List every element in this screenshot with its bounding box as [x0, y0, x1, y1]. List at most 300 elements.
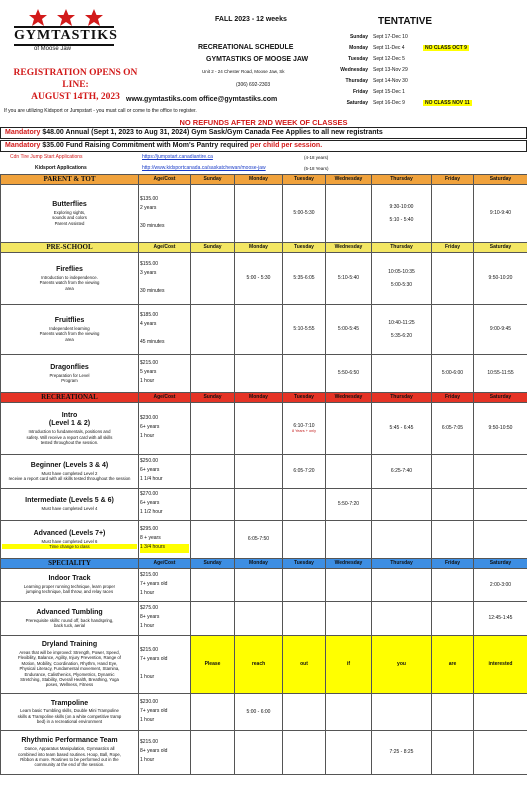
age-cost-line: 4 years — [140, 320, 157, 327]
age-cost-line: 1 hour — [140, 716, 155, 723]
col-day: Wednesday — [326, 175, 372, 185]
class-title: Dragonflies — [50, 363, 89, 371]
age-cost-line: 1 hour — [140, 673, 155, 680]
age-cost-line: $215.00 — [140, 571, 159, 578]
time-cell-sun — [191, 253, 235, 305]
time-cell-sun — [191, 185, 235, 243]
time-cell-sun — [191, 521, 235, 559]
class-desc: Must have completed Level 6 — [41, 538, 98, 544]
class-desc: bed) in a recreational environment — [36, 719, 103, 725]
class-time: 5:50-7:20 — [337, 501, 360, 508]
class-name-cell — [1, 355, 139, 393]
time-cell-tue — [283, 185, 326, 243]
age-cost-line: $230.00 — [140, 415, 159, 421]
class-title: Intermediate (Levels 5 & 6) — [25, 497, 114, 505]
class-name-cell — [1, 305, 139, 355]
class-time: 6:10-7:10 — [293, 423, 315, 429]
col-day: Saturday — [474, 393, 527, 403]
class-row-beginner — [1, 455, 527, 489]
session-day-name: Sunday — [349, 33, 368, 40]
class-desc: Independent learning — [49, 325, 90, 331]
class-name-cell — [1, 636, 139, 694]
time-cell-thu — [372, 455, 432, 489]
col-day: Tuesday — [283, 393, 326, 403]
class-time: 5:00-6:00 — [441, 370, 464, 377]
time-cell-tue — [283, 521, 326, 559]
section-header-preschool — [1, 243, 527, 253]
age-cost-line: 1 1/2 hour — [140, 509, 163, 515]
class-title: Fireflies — [56, 266, 83, 274]
col-day: Wednesday — [326, 559, 372, 569]
session-days — [327, 31, 525, 108]
jumpstart-label: Cdn Tire Jump Start Applications — [10, 154, 83, 160]
time-cell-tue — [283, 694, 326, 731]
age-cost-line: $185.00 — [140, 311, 159, 318]
class-time: 10:55-11:55 — [487, 370, 514, 377]
age-cost-line: 1 hour — [140, 378, 155, 384]
col-day: Sunday — [191, 393, 235, 403]
age-cost-line: 5 years — [140, 369, 157, 375]
time-cell-mon — [235, 455, 283, 489]
age-cost-line — [140, 214, 189, 223]
col-day: Tuesday — [283, 175, 326, 185]
class-desc: combined into team based routines. Hoop, Ball, Rope, — [18, 751, 121, 757]
age-cost-line: $215.00 — [140, 739, 159, 745]
time-cell-fri — [432, 731, 474, 775]
class-row-intro — [1, 403, 527, 455]
time-cell-sun — [191, 602, 235, 636]
session-day-name: Wednesday — [340, 66, 368, 73]
class-time: 6:05-7:50 — [247, 536, 270, 543]
class-title: Advanced Tumbling — [36, 608, 103, 616]
mandatory-label-2: Mandatory — [5, 142, 41, 149]
time-cell-sun — [191, 403, 235, 455]
session-day-name: Tuesday — [348, 55, 368, 62]
age-cost-cell — [139, 569, 191, 602]
class-row-dragonflies — [1, 355, 527, 393]
time-cell-wed — [326, 305, 372, 355]
age-cost-line: $135.00 — [140, 195, 159, 202]
time-cell-fri — [432, 185, 474, 243]
age-cost-line: $295.00 — [140, 526, 159, 532]
time-cell-sat — [474, 489, 527, 521]
interest-cell: out — [283, 636, 326, 694]
class-time: 6:05-7:05 — [441, 425, 464, 432]
age-cost-cell — [139, 355, 191, 393]
session-day-dates: Sept 14-Nov 30 — [373, 77, 408, 84]
time-cell-wed — [326, 489, 372, 521]
age-cost-line — [140, 330, 189, 339]
session-day-dates: Sept 17-Dec 10 — [373, 33, 408, 40]
time-cell-sat — [474, 185, 527, 243]
class-desc: Must have completed Level 2 — [41, 470, 98, 476]
time-cell-fri — [432, 253, 474, 305]
age-cost-cell — [139, 602, 191, 636]
col-day: Monday — [235, 175, 283, 185]
session-label: FALL 2023 - 12 weeks — [215, 16, 287, 23]
time-cell-sun — [191, 731, 235, 775]
class-desc: Parents watch from the viewing — [39, 331, 100, 337]
class-time: 2:00-3:00 — [489, 581, 512, 588]
age-cost-cell — [139, 253, 191, 305]
time-cell-wed — [326, 602, 372, 636]
time-cell-wed — [326, 403, 372, 455]
time-cell-thu — [372, 305, 432, 355]
class-title: Rhythmic Performance Team — [21, 737, 118, 745]
section-header-recreational — [1, 393, 527, 403]
section-header-parent_tot — [1, 175, 527, 185]
class-time: 7:25 - 8:25 — [389, 749, 414, 756]
time-cell-sat — [474, 455, 527, 489]
gym-phone: (306) 692-2303 — [236, 82, 271, 88]
class-desc: Parents watch from the viewing — [39, 280, 100, 286]
no-class-note: NO CLASS NOV 11 — [425, 99, 470, 106]
class-time: 5:50-6:50 — [337, 370, 360, 377]
website-email[interactable]: www.gymtastiks.com office@gymtastiks.com — [126, 96, 278, 103]
class-time: 5:45 - 6:45 — [389, 425, 414, 432]
age-cost-line: 1 hour — [140, 623, 155, 629]
kidsport-link[interactable]: http://www.kidsportcanada.ca/saskatchewan/moose-jaw — [142, 165, 266, 171]
time-cell-thu — [372, 694, 432, 731]
col-day: Monday — [235, 243, 283, 253]
kidsport-label: Kidsport Applications — [35, 165, 87, 171]
time-cell-mon — [235, 185, 283, 243]
interest-cell: Please — [191, 636, 235, 694]
age-cost-line: $250.00 — [140, 458, 159, 464]
class-name-cell — [1, 602, 139, 636]
class-name-cell — [1, 253, 139, 305]
interest-cell: if — [326, 636, 372, 694]
session-day-dates: Sept 13-Nov 29 — [373, 66, 408, 73]
age-cost-cell — [139, 455, 191, 489]
class-desc: Must have completed Level 4 — [41, 506, 98, 512]
time-cell-wed — [326, 185, 372, 243]
session-day-row — [327, 64, 525, 75]
class-row-dryland — [1, 636, 527, 694]
class-time: 6:05-7:20 — [293, 468, 315, 475]
time-cell-sun — [191, 694, 235, 731]
time-cell-fri — [432, 569, 474, 602]
col-agecost: Age/Cost — [139, 175, 191, 185]
time-cell-tue — [283, 403, 326, 455]
interest-cell: interested — [474, 636, 527, 694]
session-day-dates: Sept 16-Dec 9 — [373, 99, 405, 106]
session-day-dates: Sept 11-Dec 4 — [373, 44, 405, 51]
class-desc: Flexibility, Balance, Agility, Injury Prevention, Range of — [17, 655, 121, 661]
class-time: 9:50-10:50 — [488, 425, 513, 432]
time-cell-tue — [283, 569, 326, 602]
class-name-cell — [1, 185, 139, 243]
jumpstart-ages: (4-18 years) — [304, 155, 329, 160]
kidsport-ages: (5-18 Years) — [304, 166, 329, 171]
time-cell-sun — [191, 355, 235, 393]
session-day-row — [327, 53, 525, 64]
class-title: Beginner (Levels 3 & 4) — [30, 461, 109, 469]
time-cell-mon — [235, 253, 283, 305]
age-cost-line — [140, 279, 189, 288]
age-cost-cell — [139, 636, 191, 694]
interest-cell: reach — [235, 636, 283, 694]
section-header-speciality — [1, 559, 527, 569]
class-row-adv_tumbling — [1, 602, 527, 636]
col-day: Thursday — [372, 559, 432, 569]
age-cost-line: 30 minutes — [140, 222, 165, 229]
logo-name: GYMTASTIKS — [14, 26, 114, 46]
time-cell-tue — [283, 305, 326, 355]
time-cell-fri — [432, 305, 474, 355]
class-desc: Motion, Mobility, Coordination, Rhythm, Hand Eye, — [21, 660, 118, 666]
class-desc: Parent Assisted — [54, 220, 85, 226]
time-cell-sun — [191, 569, 235, 602]
age-cost-line: 8+ years — [140, 614, 160, 620]
class-desc: receive a report card with all skills tested throughout the session — [8, 475, 131, 481]
kidsport-note: If you are utilizing Kidsport or Jumpstart - you must call or come to the office to register. — [4, 108, 197, 114]
session-day-name: Monday — [349, 44, 368, 51]
time-cell-tue — [283, 455, 326, 489]
col-day: Tuesday — [283, 559, 326, 569]
age-cost-cell — [139, 521, 191, 559]
class-row-fireflies — [1, 253, 527, 305]
mandatory-fee-text: $48.00 Annual (Sept 1, 2023 to Aug 31, 2024) Gym Sask/Gym Canada Fee Applies to all new registrants — [40, 129, 383, 136]
time-cell-sat — [474, 694, 527, 731]
time-cell-wed — [326, 455, 372, 489]
session-day-dates: Sept 15-Dec 1 — [373, 88, 405, 95]
session-day-row — [327, 31, 525, 42]
class-desc: Dance, Apparatus Manipulation, Gymnastics all — [24, 746, 115, 752]
jumpstart-link[interactable]: https://jumpstart.canadiantire.ca — [142, 154, 213, 160]
age-cost-line: 45 minutes — [140, 338, 165, 345]
col-day: Friday — [432, 243, 474, 253]
class-row-advanced — [1, 521, 527, 559]
class-time: 9:10-9:40 — [489, 210, 512, 217]
class-desc: Exploring sights, — [53, 209, 86, 215]
schedule-table — [0, 174, 527, 775]
col-day: Wednesday — [326, 243, 372, 253]
col-agecost: Age/Cost — [139, 393, 191, 403]
time-cell-mon — [235, 521, 283, 559]
time-cell-thu — [372, 489, 432, 521]
time-cell-sat — [474, 355, 527, 393]
time-cell-thu — [372, 602, 432, 636]
time-cell-sat — [474, 569, 527, 602]
schedule-title: RECREATIONAL SCHEDULE — [198, 44, 294, 51]
class-time-2: 5:10 - 5:40 — [389, 216, 414, 223]
class-title-levels: (Level 1 & 2) — [48, 420, 91, 428]
age-cost-line: 7+ years old — [140, 707, 168, 714]
age-cost-line: 6+ years — [140, 467, 160, 473]
session-day-name: Friday — [352, 88, 368, 95]
session-day-name: Thursday — [345, 77, 368, 84]
class-title: Indoor Track — [48, 575, 91, 583]
time-cell-tue — [283, 602, 326, 636]
fundraising-notice — [0, 140, 527, 152]
class-time: 5:00-5:30 — [293, 210, 315, 217]
class-desc: back tuck, aerial — [53, 622, 86, 628]
class-desc: poses, Wellness, Fitness — [45, 682, 94, 688]
age-cost-line: $215.00 — [140, 360, 159, 366]
class-title: Trampoline — [50, 699, 89, 707]
class-desc: skills & Trampoline skills (on a white competitive tramp — [17, 713, 122, 719]
class-name-cell — [1, 489, 139, 521]
class-row-fruitflies — [1, 305, 527, 355]
tentative-label: TENTATIVE — [378, 16, 433, 27]
age-cost-cell — [139, 305, 191, 355]
gymtastiks-logo — [8, 8, 123, 63]
time-cell-mon — [235, 731, 283, 775]
age-cost-line: 1 hour — [140, 589, 155, 596]
time-cell-thu — [372, 521, 432, 559]
time-cell-tue — [283, 489, 326, 521]
age-cost-line: 30 minutes — [140, 287, 165, 294]
class-time: 5:00 - 6:00 — [246, 708, 271, 715]
class-desc: safety. Will receive a report card with all skills — [26, 434, 113, 440]
session-day-row — [327, 97, 525, 108]
class-name-cell — [1, 731, 139, 775]
class-desc: tested throughout the session. — [40, 439, 99, 445]
class-time-note: 8 Years + only — [292, 429, 316, 434]
section-title: RECREATIONAL — [1, 393, 139, 403]
class-name-cell — [1, 521, 139, 559]
col-day: Sunday — [191, 559, 235, 569]
registration-line1: REGISTRATION OPENS ON LINE: — [13, 68, 138, 90]
class-desc: sounds and colors — [52, 215, 87, 221]
time-cell-sat — [474, 305, 527, 355]
class-desc: Program — [61, 377, 78, 383]
col-day: Monday — [235, 559, 283, 569]
no-class-note: NO CLASS OCT 9 — [425, 44, 467, 51]
class-name-cell — [1, 569, 139, 602]
time-cell-tue — [283, 253, 326, 305]
class-row-butterflies — [1, 185, 527, 243]
interest-cell: are — [432, 636, 474, 694]
time-cell-thu — [372, 185, 432, 243]
class-desc: jumping technique, ball throw, and relay races — [25, 589, 114, 595]
col-day: Monday — [235, 393, 283, 403]
section-title: PARENT & TOT — [1, 175, 139, 185]
class-name-cell — [1, 403, 139, 455]
class-desc: Areas that will be improved: Strength, Power, Speed, — [19, 650, 120, 656]
time-cell-fri — [432, 455, 474, 489]
class-time: 5:00-5:45 — [337, 326, 360, 333]
gym-name: GYMTASTIKS OF MOOSE JAW — [206, 56, 309, 63]
age-cost-line: 1 hour — [140, 757, 155, 763]
age-cost-cell — [139, 185, 191, 243]
interest-cell: you — [372, 636, 432, 694]
age-cost-line: $270.00 — [140, 491, 159, 497]
class-title: Fruitflies — [54, 317, 85, 325]
col-day: Wednesday — [326, 393, 372, 403]
age-cost-line: 3 years — [140, 269, 157, 276]
class-time: 10:05-10:35 — [388, 269, 415, 276]
time-cell-sun — [191, 455, 235, 489]
class-time: 5:35-6:05 — [293, 275, 315, 282]
age-cost-line: 1 3/4 hours — [140, 544, 189, 553]
time-cell-fri — [432, 602, 474, 636]
age-cost-line: 1 hour — [140, 433, 155, 439]
registration-line2: AUGUST 14TH, 2023 — [31, 92, 120, 102]
time-cell-thu — [372, 731, 432, 775]
class-desc: Stretching, Stability, Overall Health, Breathing, Yoga — [20, 676, 119, 682]
time-cell-thu — [372, 403, 432, 455]
class-row-indoor_track — [1, 569, 527, 602]
age-cost-line: $155.00 — [140, 260, 159, 267]
age-cost-line: 7+ years old — [140, 580, 168, 587]
age-cost-line: $275.00 — [140, 605, 159, 611]
class-time: 5:00 - 5:30 — [246, 275, 271, 282]
col-day: Thursday — [372, 175, 432, 185]
class-name-cell — [1, 455, 139, 489]
class-name-cell — [1, 694, 139, 731]
section-title: PRE-SCHOOL — [1, 243, 139, 253]
col-day: Tuesday — [283, 243, 326, 253]
logo-sub: of Moose Jaw — [34, 46, 72, 52]
time-cell-sun — [191, 489, 235, 521]
class-time-2: 5:35-6:20 — [390, 332, 413, 339]
class-time: 5:10-5:55 — [293, 326, 315, 333]
age-cost-line: 8 + years — [140, 535, 161, 541]
age-cost-cell — [139, 489, 191, 521]
section-title: SPECIALITY — [1, 559, 139, 569]
col-day: Thursday — [372, 393, 432, 403]
time-cell-mon — [235, 305, 283, 355]
class-title: Butterflies — [52, 201, 87, 209]
class-row-intermediate — [1, 489, 527, 521]
time-cell-mon — [235, 694, 283, 731]
time-cell-wed — [326, 569, 372, 602]
col-day: Saturday — [474, 175, 527, 185]
time-cell-sat — [474, 253, 527, 305]
stars-icon — [26, 8, 106, 28]
class-title: Intro — [61, 411, 78, 419]
age-cost-line: $230.00 — [140, 698, 159, 705]
session-day-name: Saturday — [346, 99, 368, 106]
time-cell-wed — [326, 355, 372, 393]
time-cell-sun — [191, 305, 235, 355]
col-day: Thursday — [372, 243, 432, 253]
time-cell-fri — [432, 403, 474, 455]
time-cell-thu — [372, 355, 432, 393]
class-time: 5:10-5:40 — [337, 275, 360, 282]
class-desc: area — [65, 285, 74, 291]
time-cell-mon — [235, 569, 283, 602]
col-day: Saturday — [474, 559, 527, 569]
session-day-row — [327, 42, 525, 53]
age-cost-line: 2 years — [140, 204, 157, 211]
header — [0, 0, 527, 118]
mandatory-fee-notice — [0, 127, 527, 139]
age-cost-line — [140, 665, 189, 674]
class-time: 6:25-7:40 — [390, 468, 413, 475]
col-day: Friday — [432, 393, 474, 403]
class-time-2: 5:00-5:30 — [390, 281, 413, 288]
time-cell-fri — [432, 489, 474, 521]
time-cell-mon — [235, 602, 283, 636]
class-row-rhythmic — [1, 731, 527, 775]
session-day-row — [327, 75, 525, 86]
col-day: Sunday — [191, 243, 235, 253]
class-desc: area — [65, 336, 74, 342]
session-day-row — [327, 86, 525, 97]
time-cell-wed — [326, 253, 372, 305]
class-desc: community at the end of the session. — [34, 762, 105, 768]
age-cost-line: 6+ years — [140, 424, 160, 430]
class-title: Advanced (Levels 7+) — [33, 529, 106, 537]
age-cost-line: 1 1/4 hour — [140, 476, 163, 482]
class-desc: Introduction to fundamentals, positions and — [28, 429, 111, 435]
time-cell-sat — [474, 731, 527, 775]
col-day: Sunday — [191, 175, 235, 185]
class-desc: Learn basic Tumbling skills, Double Mini Trampoline — [20, 708, 119, 714]
